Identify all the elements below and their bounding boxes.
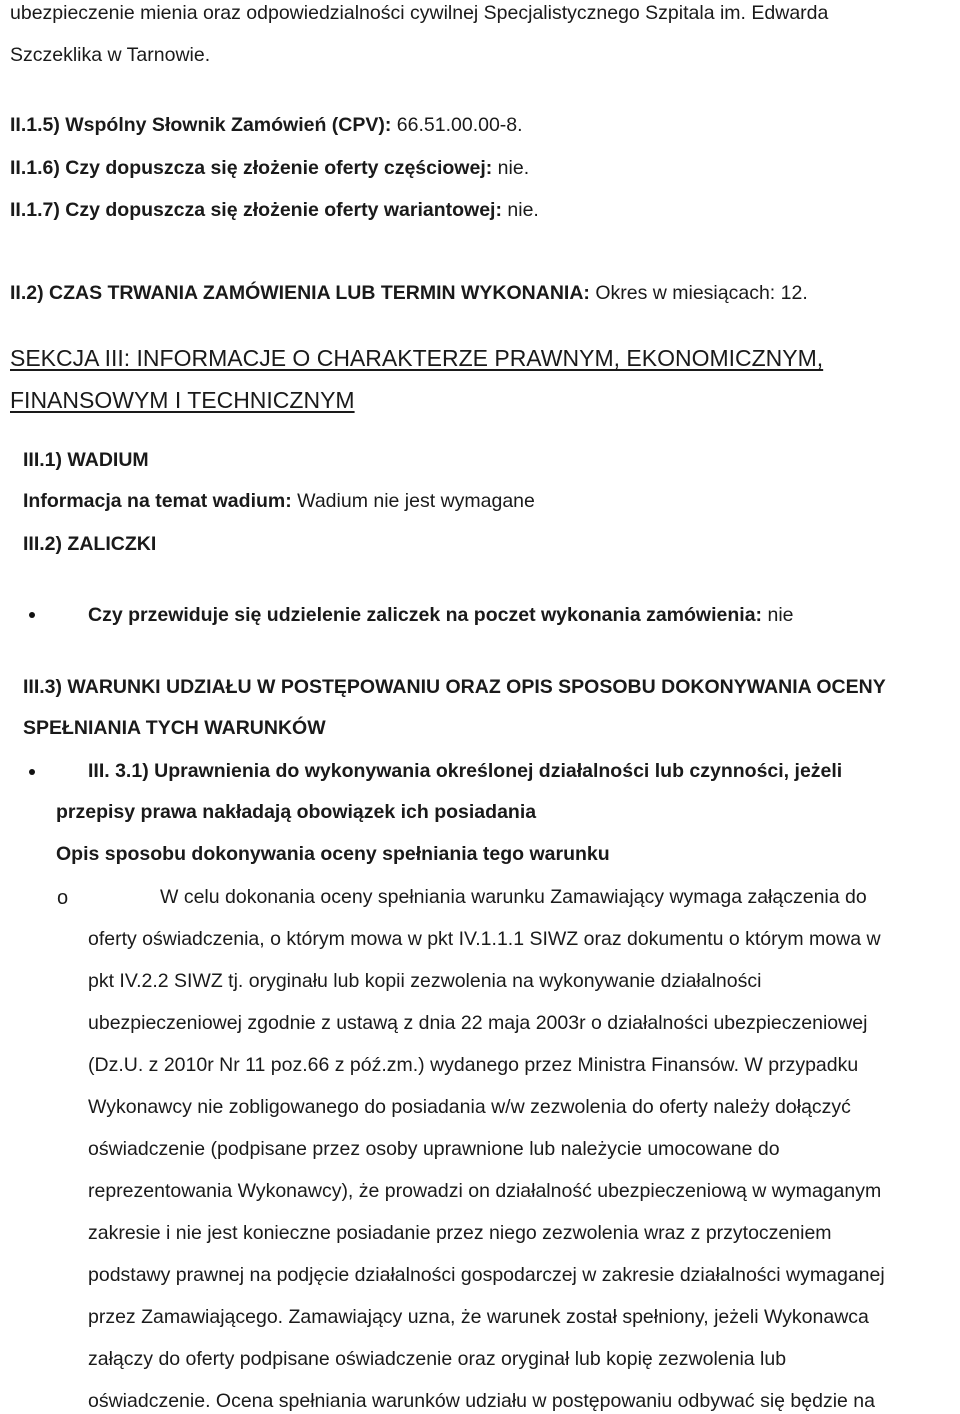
paragraph-line: pkt IV.2.2 SIWZ tj. oryginału lub kopii zezwolenia na wykonywanie działalności — [88, 970, 762, 992]
paragraph-line: załączy do oferty podpisane oświadczenie oraz oryginał lub kopię zezwolenia lub — [88, 1348, 787, 1370]
section-title: SEKCJA III: INFORMACJE O CHARAKTERZE PRAWNYM, EKONOMICZNYM, — [10, 345, 824, 371]
zaliczki-label: Czy przewiduje się udzielenie zaliczek na poczet wykonania zamówienia: — [88, 604, 763, 626]
zaliczki-value: nie — [767, 604, 794, 626]
paragraph-line: przez Zamawiającego. Zamawiający uzna, że warunek został spełniony, jeżeli Wykonawca — [88, 1306, 869, 1328]
partial-offer-line — [10, 159, 529, 179]
circle-bullet-icon: o — [57, 887, 69, 909]
zaliczki-heading: III.2) ZALICZKI — [23, 533, 157, 555]
partial-offer-label: II.1.6) Czy dopuszcza się złożenie oferty częściowej: — [10, 157, 493, 179]
paragraph-line: Wykonawcy nie zobligowanego do posiadania w/w zezwolenia do oferty należy dołączyć — [88, 1096, 851, 1118]
paragraph-line: ubezpieczeniowej zgodnie z ustawą z dnia 22 maja 2003r o działalności ubezpieczeniowej — [88, 1012, 868, 1034]
paragraph-line: zakresie i nie jest konieczne posiadanie przez niego zezwolenia wraz z przytoczeniem — [88, 1222, 832, 1244]
bullet-icon — [29, 769, 35, 775]
paragraph-line: oferty oświadczenia, o którym mowa w pkt IV.1.1.1 SIWZ oraz dokumentu o którym mowa w — [88, 928, 881, 950]
partial-offer-value: nie. — [497, 157, 530, 179]
paragraph-line: W celu dokonania oceny spełniania warunku Zamawiający wymaga załączenia do — [160, 886, 867, 908]
variant-offer-label: II.1.7) Czy dopuszcza się złożenie oferty wariantowej: — [10, 199, 502, 221]
paragraph-line: oświadczenie. Ocena spełniania warunków udziału w postępowaniu odbywać się będzie na — [88, 1390, 875, 1412]
uprawnienia-heading: III. 3.1) Uprawnienia do wykonywania określonej działalności lub czynności, jeżeli — [88, 760, 843, 782]
opis-heading: Opis sposobu dokonywania oceny spełniania tego warunku — [56, 843, 610, 865]
wadium-line — [23, 492, 535, 512]
paragraph-line: reprezentowania Wykonawcy), że prowadzi on działalność ubezpieczeniową w wymaganym — [88, 1180, 882, 1202]
text-line: ubezpieczenie mienia oraz odpowiedzialności cywilnej Specjalistycznego Szpitala im. Edwarda — [10, 2, 829, 24]
duration-line — [10, 284, 808, 304]
uprawnienia-heading: przepisy prawa nakładają obowiązek ich posiadania — [56, 801, 537, 823]
wadium-label: Informacja na temat wadium: — [23, 490, 292, 512]
cpv-label: II.1.5) Wspólny Słownik Zamówień (CPV): — [10, 114, 392, 136]
warunki-heading: SPEŁNIANIA TYCH WARUNKÓW — [23, 717, 326, 739]
zaliczki-line — [88, 606, 794, 626]
paragraph-line: oświadczenie (podpisane przez osoby uprawnione lub należycie umocowane do — [88, 1138, 780, 1160]
warunki-heading: III.3) WARUNKI UDZIAŁU W POSTĘPOWANIU ORAZ OPIS SPOSOBU DOKONYWANIA OCENY — [23, 676, 886, 698]
duration-label: II.2) CZAS TRWANIA ZAMÓWIENIA LUB TERMIN WYKONANIA: — [10, 282, 590, 304]
bullet-icon — [29, 612, 35, 618]
variant-offer-value: nie. — [507, 199, 539, 221]
text-line: Szczeklika w Tarnowie. — [10, 44, 211, 66]
duration-value: Okres w miesiącach: 12. — [595, 282, 808, 304]
variant-offer-line — [10, 201, 539, 221]
paragraph-line: (Dz.U. z 2010r Nr 11 poz.66 z póź.zm.) wydanego przez Ministra Finansów. W przypadku — [88, 1054, 859, 1076]
section-title: FINANSOWYM I TECHNICZNYM — [10, 387, 355, 413]
cpv-line — [10, 116, 523, 136]
paragraph-line: podstawy prawnej na podjęcie działalności gospodarczej w zakresie działalności wymaganej — [88, 1264, 885, 1286]
wadium-value: Wadium nie jest wymagane — [297, 490, 535, 512]
cpv-value: 66.51.00.00-8. — [396, 114, 523, 136]
wadium-heading: III.1) WADIUM — [23, 449, 149, 471]
